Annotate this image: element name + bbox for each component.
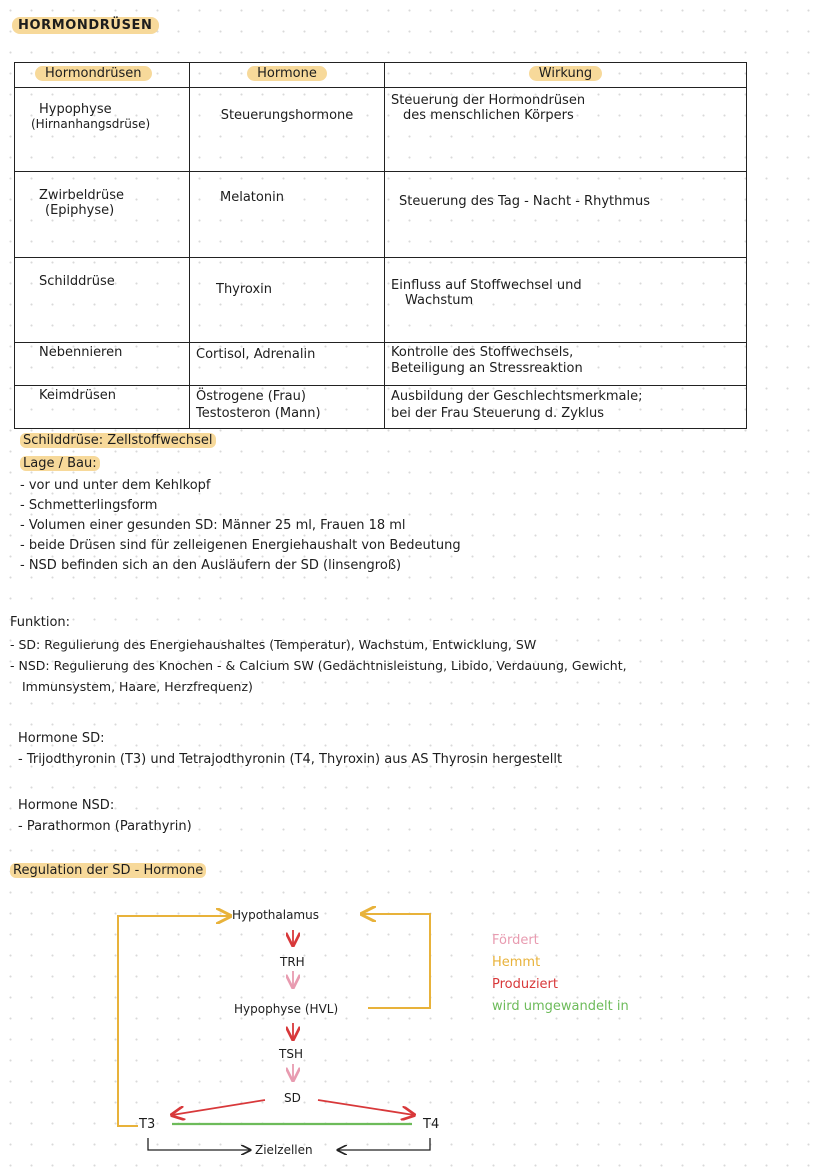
regulation-title: Regulation der SD - Hormone <box>10 863 206 878</box>
node-t4: T4 <box>423 1117 440 1132</box>
hormone-nsd-line: - Parathormon (Parathyrin) <box>18 819 192 834</box>
arrow-t3-zielzellen <box>148 1138 250 1150</box>
wirkung-line-2: Wachstum <box>405 293 474 308</box>
hormone-nsd-title: Hormone NSD: <box>18 798 115 813</box>
wirkung-line-2: des menschlichen Körpers <box>403 108 574 123</box>
list-item: - Schmetterlingsform <box>20 498 158 513</box>
wirkung-line-1: Ausbildung der Geschlechtsmerkmale; <box>391 389 643 404</box>
list-item: - NSD: Regulierung des Knochen - & Calcium SW (Gedächtnisleistung, Libido, Verdauung, Gewicht, <box>10 658 627 673</box>
arrow-sd-t4 <box>318 1100 414 1115</box>
feedback-arrow-hypophyse <box>362 914 430 1008</box>
druese-sub: (Hirnanhangsdrüse) <box>31 117 151 131</box>
node-tsh: TSH <box>279 1047 303 1061</box>
hormone-sd-title: Hormone SD: <box>18 731 105 746</box>
legend <box>492 930 629 1018</box>
list-item: - beide Drüsen sind für zelleigenen Energiehaushalt von Bedeutung <box>20 538 461 553</box>
node-sd: SD <box>284 1091 301 1105</box>
legend-foerdert: Fördert <box>492 933 539 948</box>
funktion-title: Funktion: <box>10 615 71 630</box>
wirkung-line-2: Beteiligung an Stressreaktion <box>391 361 583 376</box>
arrow-sd-t3 <box>172 1100 265 1115</box>
list-item: - SD: Regulierung des Energiehaushaltes (Temperatur), Wachstum, Entwicklung, SW <box>10 637 537 652</box>
node-t3: T3 <box>139 1117 156 1132</box>
page-title: HORMONDRÜSEN <box>12 18 159 33</box>
list-item: Immunsystem, Haare, Herzfrequenz) <box>22 679 253 694</box>
wirkung-line-1: Kontrolle des Stoffwechsels, <box>391 345 574 360</box>
wirkung-line-1: Steuerung des Tag - Nacht - Rhythmus <box>399 194 651 209</box>
druese-name: Hypophyse <box>39 102 112 117</box>
hormone-name: Östrogene (Frau) <box>196 389 306 404</box>
wirkung-line-1: Steuerung der Hormondrüsen <box>391 93 586 108</box>
list-item: - Volumen einer gesunden SD: Männer 25 ml, Frauen 18 ml <box>20 518 406 533</box>
hormone-name: Steuerungshormone <box>220 108 354 123</box>
hormone-name: Thyroxin <box>216 282 273 297</box>
node-hypophyse: Hypophyse (HVL) <box>234 1002 339 1016</box>
header-hormone: Hormone <box>190 63 385 88</box>
hormone-name: Melatonin <box>220 190 284 205</box>
wirkung-line-1: Einfluss auf Stoffwechsel und <box>391 278 582 293</box>
node-trh: TRH <box>280 955 305 969</box>
hormone-sd-line: - Trijodthyronin (T3) und Tetrajodthyronin (T4, Thyroxin) aus AS Thyrosin hergestellt <box>18 752 563 767</box>
header-wirkung: Wirkung <box>385 63 747 88</box>
druese-name: Keimdrüsen <box>39 388 116 403</box>
section-title-schilddruese: Schilddrüse: Zellstoffwechsel <box>20 433 216 448</box>
legend-umgewandelt: wird umgewandelt in <box>492 999 629 1014</box>
druese-name: Zwirbeldrüse <box>39 188 124 203</box>
hormone-name-2: Testosteron (Mann) <box>196 406 321 421</box>
header-hormondruesen: Hormondrüsen <box>15 63 190 88</box>
legend-produziert: Produziert <box>492 977 558 992</box>
druese-sub: (Epiphyse) <box>45 203 115 218</box>
lage-label: Lage / Bau: <box>20 454 100 473</box>
arrow-t4-zielzellen <box>338 1138 430 1150</box>
feedback-arrow-t3 <box>118 916 230 1126</box>
druese-name: Nebennieren <box>39 345 123 360</box>
node-zielzellen: Zielzellen <box>255 1143 313 1157</box>
list-item: - NSD befinden sich an den Ausläufern der SD (linsengroß) <box>20 558 402 573</box>
legend-hemmt: Hemmt <box>492 955 541 970</box>
hormone-name: Cortisol, Adrenalin <box>196 347 316 362</box>
wirkung-line-2: bei der Frau Steuerung d. Zyklus <box>391 406 604 421</box>
druese-name: Schilddrüse <box>39 274 115 289</box>
list-item: - vor und unter dem Kehlkopf <box>20 478 211 493</box>
node-hypothalamus: Hypothalamus <box>232 908 319 922</box>
